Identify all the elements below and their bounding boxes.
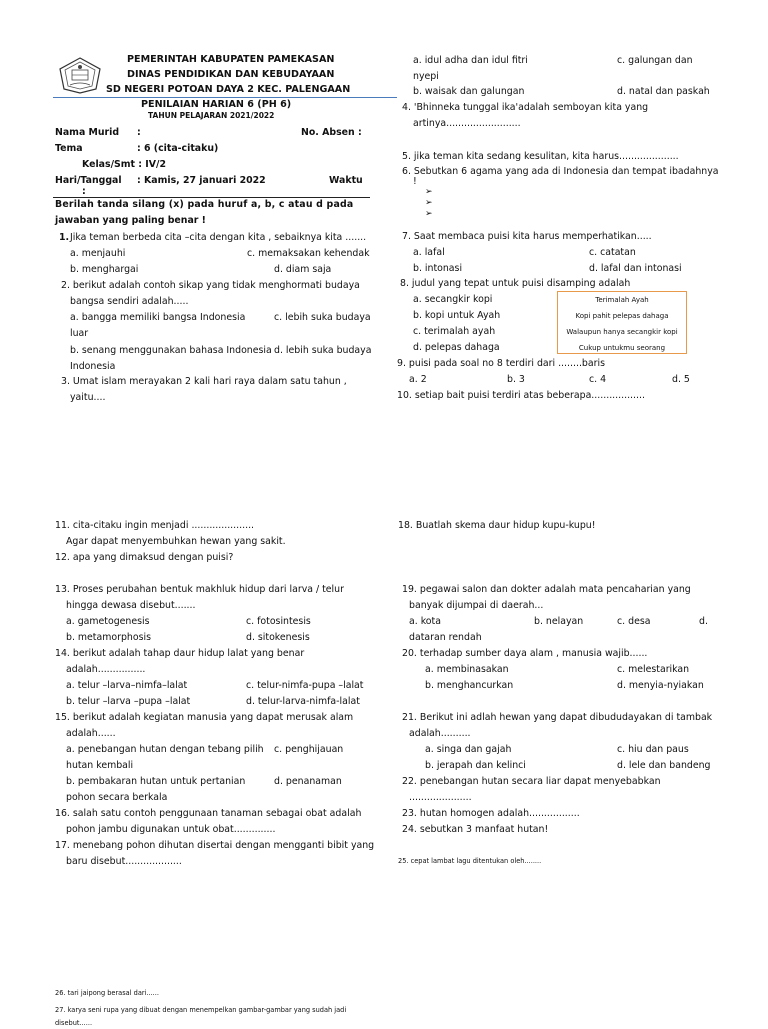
- q11-stem-2: Agar dapat menyembuhkan hewan yang sakit.: [66, 536, 286, 547]
- header-line-3: SD NEGERI POTOAN DAYA 2 KEC. PALENGAAN: [106, 84, 351, 95]
- q1-stem: Jika teman berbeda cita –cita dengan kita , sebaiknya kita .......: [70, 232, 367, 243]
- q9-stem: 9. puisi pada soal no 8 terdiri dari ........baris: [397, 358, 605, 369]
- q3-option-b[interactable]: b. waisak dan galungan: [413, 86, 525, 97]
- q27-stem-2: disebut......: [55, 1019, 93, 1027]
- q13-option-d[interactable]: d. sitokenesis: [246, 632, 310, 643]
- q17-stem-2: baru disebut...................: [66, 856, 182, 867]
- q16-stem-1: 16. salah satu contoh penggunaan tanaman sebagai obat adalah: [55, 808, 362, 819]
- q1-option-a[interactable]: a. menjauhi: [70, 248, 126, 259]
- q15-option-a-cont: hutan kembali: [66, 760, 134, 771]
- theme-value: : 6 (cita-citaku): [137, 143, 219, 154]
- class-semester: Kelas/Smt : IV/2: [82, 159, 166, 170]
- q2-option-a[interactable]: a. bangga memiliki bangsa Indonesia: [70, 312, 246, 323]
- q9-option-c[interactable]: c. 4: [589, 374, 607, 385]
- header-line-1: PEMERINTAH KABUPATEN PAMEKASAN: [127, 54, 335, 65]
- q14-stem-1: 14. berikut adalah tahap daur hidup lalat yang benar: [55, 648, 305, 659]
- student-name-label: Nama Murid: [55, 127, 120, 138]
- instruction-line-2: jawaban yang paling benar !: [55, 215, 206, 226]
- q15-option-b[interactable]: b. pembakaran hutan untuk pertanian: [66, 776, 246, 787]
- q20-option-a[interactable]: a. membinasakan: [425, 664, 509, 675]
- q14-option-c[interactable]: c. telur-nimfa-pupa –lalat: [246, 680, 364, 691]
- q3-stem-1: 3. Umat islam merayakan 2 kali hari raya dalam satu tahun ,: [61, 376, 347, 387]
- q2-stem-1: 2. berikut adalah contoh sikap yang tidak menghormati budaya: [61, 280, 360, 291]
- q15-stem-1: 15. berikut adalah kegiatan manusia yang dapat merusak alam: [55, 712, 354, 723]
- q11-stem-1: 11. cita-citaku ingin menjadi .....................: [55, 520, 255, 531]
- q6-bullet-1: ➢: [425, 187, 433, 197]
- q8-option-b[interactable]: b. kopi untuk Ayah: [413, 310, 501, 321]
- q7-stem: 7. Saat membaca puisi kita harus memperhatikan.....: [402, 231, 652, 242]
- student-name-colon: :: [137, 127, 141, 138]
- q15-option-b-cont: pohon secara berkala: [66, 792, 168, 803]
- q10-stem: 10. setiap bait puisi terdiri atas beberapa..................: [397, 390, 645, 401]
- q21-option-d[interactable]: d. lele dan bandeng: [617, 760, 711, 771]
- q4-stem-2: artinya.........................: [413, 118, 521, 129]
- q7-option-d[interactable]: d. lafal dan intonasi: [589, 263, 682, 274]
- q23-stem: 23. hutan homogen adalah.................: [402, 808, 580, 819]
- q21-stem-1: 21. Berikut ini adlah hewan yang dapat dibududayakan di tambak: [402, 712, 713, 723]
- theme-label: Tema: [55, 143, 83, 154]
- q19-option-c[interactable]: c. desa: [617, 616, 651, 627]
- q15-stem-2: adalah......: [66, 728, 116, 739]
- q22-stem-1: 22. penebangan hutan secara liar dapat menyebabkan: [402, 776, 661, 787]
- q12-stem: 12. apa yang dimaksud dengan puisi?: [55, 552, 234, 563]
- q16-stem-2: pohon jambu digunakan untuk obat..............: [66, 824, 276, 835]
- q7-option-a[interactable]: a. lafal: [413, 247, 445, 258]
- q21-option-b[interactable]: b. jerapah dan kelinci: [425, 760, 526, 771]
- school-year: TAHUN PELAJARAN 2021/2022: [148, 111, 275, 120]
- instruction-line-1: Berilah tanda silang (x) pada huruf a, b, c atau d pada: [55, 199, 354, 210]
- q2-option-d[interactable]: d. lebih suka budaya: [274, 345, 372, 356]
- q20-option-b[interactable]: b. menghancurkan: [425, 680, 514, 691]
- q21-option-c[interactable]: c. hiu dan paus: [617, 744, 689, 755]
- q26-stem: 26. tari jaipong berasal dari......: [55, 989, 159, 997]
- school-emblem-icon: [56, 55, 104, 95]
- q2-option-a-cont: luar: [70, 328, 89, 339]
- time-label: Waktu: [329, 175, 363, 186]
- q19-option-a[interactable]: a. kota: [409, 616, 441, 627]
- q13-stem-2: hingga dewasa disebut.......: [66, 600, 196, 611]
- header-line-2: DINAS PENDIDIKAN DAN KEBUDAYAAN: [127, 69, 335, 80]
- q21-stem-2: adalah..........: [409, 728, 471, 739]
- q22-stem-2: .....................: [409, 792, 472, 803]
- q1-option-c[interactable]: c. memaksakan kehendak: [247, 248, 370, 259]
- q17-stem-1: 17. menebang pohon dihutan disertai dengan mengganti bibit yang: [55, 840, 375, 851]
- q8-option-d[interactable]: d. pelepas dahaga: [413, 342, 500, 353]
- q9-option-b[interactable]: b. 3: [507, 374, 525, 385]
- poem-line-4: Cukup untukmu seorang: [578, 344, 666, 352]
- q3-stem-2: yaitu....: [70, 392, 106, 403]
- q18-stem: 18. Buatlah skema daur hidup kupu-kupu!: [398, 520, 596, 531]
- q15-option-a[interactable]: a. penebangan hutan dengan tebang pilih: [66, 744, 264, 755]
- q25-stem: 25. cepat lambat lagu ditentukan oleh........: [398, 857, 542, 865]
- exam-title: PENILAIAN HARIAN 6 (PH 6): [141, 99, 292, 110]
- q13-option-c[interactable]: c. fotosintesis: [246, 616, 311, 627]
- date-label: Hari/Tanggal: [55, 175, 122, 186]
- q1-option-b[interactable]: b. menghargai: [70, 264, 139, 275]
- q1-option-d[interactable]: d. diam saja: [274, 264, 332, 275]
- q3-option-c[interactable]: c. galungan dan: [617, 55, 693, 66]
- q4-stem-1: 4. 'Bhinneka tunggal ika'adalah semboyan kita yang: [402, 102, 649, 113]
- q24-stem: 24. sebutkan 3 manfaat hutan!: [402, 824, 549, 835]
- time-colon: :: [82, 186, 86, 197]
- q20-option-c[interactable]: c. melestarikan: [617, 664, 690, 675]
- poem-line-2: Kopi pahit pelepas dahaga: [575, 312, 669, 320]
- q14-option-d[interactable]: d. telur-larva-nimfa-lalat: [246, 696, 360, 707]
- q19-stem-1: 19. pegawai salon dan dokter adalah mata pencaharian yang: [402, 584, 691, 595]
- q19-stem-2: banyak dijumpai di daerah...: [409, 600, 544, 611]
- q8-option-a[interactable]: a. secangkir kopi: [413, 294, 493, 305]
- q1-number: 1.: [59, 232, 70, 243]
- poem-box: [557, 291, 687, 354]
- q3-option-d[interactable]: d. natal dan paskah: [617, 86, 710, 97]
- q2-option-b[interactable]: b. senang menggunakan bahasa Indonesia: [70, 345, 272, 356]
- q6-bullet-2: ➢: [425, 198, 433, 208]
- q2-option-c[interactable]: c. lebih suka budaya: [274, 312, 371, 323]
- q21-option-a[interactable]: a. singa dan gajah: [425, 744, 512, 755]
- poem-line-1: Terimalah Ayah: [595, 296, 649, 304]
- q13-option-a[interactable]: a. gametogenesis: [66, 616, 150, 627]
- header-divider: [53, 97, 397, 98]
- q6-stem-1: 6. Sebutkan 6 agama yang ada di Indonesia dan tempat ibadahnya: [402, 166, 719, 177]
- q9-option-d[interactable]: d. 5: [672, 374, 690, 385]
- date-value: : Kamis, 27 januari 2022: [137, 175, 266, 186]
- q20-option-d[interactable]: d. menyia-nyiakan: [617, 680, 704, 691]
- identity-divider: [53, 197, 370, 198]
- q6-bullet-3: ➢: [425, 209, 433, 219]
- q20-stem: 20. terhadap sumber daya alam , manusia wajib......: [402, 648, 648, 659]
- q7-option-c[interactable]: c. catatan: [589, 247, 636, 258]
- q19-option-d-cont: dataran rendah: [409, 632, 482, 643]
- q19-option-b[interactable]: b. nelayan: [534, 616, 584, 627]
- q14-stem-2: adalah................: [66, 664, 146, 675]
- q8-stem: 8. judul yang tepat untuk puisi disamping adalah: [400, 278, 631, 289]
- q19-option-d[interactable]: d.: [699, 616, 708, 627]
- q15-option-d[interactable]: d. penanaman: [274, 776, 342, 787]
- q14-option-a[interactable]: a. telur –larva–nimfa–lalat: [66, 680, 188, 691]
- q2-option-b-cont: Indonesia: [70, 361, 116, 372]
- q9-option-a[interactable]: a. 2: [409, 374, 427, 385]
- q3-option-a[interactable]: a. idul adha dan idul fitri: [413, 55, 528, 66]
- q13-stem-1: 13. Proses perubahan bentuk makhluk hidup dari larva / telur: [55, 584, 344, 595]
- q7-option-b[interactable]: b. intonasi: [413, 263, 463, 274]
- q13-option-b[interactable]: b. metamorphosis: [66, 632, 151, 643]
- poem-line-3: Walaupun hanya secangkir kopi: [566, 328, 678, 336]
- q14-option-b[interactable]: b. telur –larva –pupa –lalat: [66, 696, 191, 707]
- q27-stem-1: 27. karya seni rupa yang dibuat dengan menempelkan gambar-gambar yang sudah jadi: [55, 1006, 347, 1014]
- q2-stem-2: bangsa sendiri adalah.....: [70, 296, 189, 307]
- q6-stem-2: !: [413, 176, 417, 187]
- q5-stem: 5. jika teman kita sedang kesulitan, kita harus....................: [402, 151, 679, 162]
- q15-option-c[interactable]: c. penghijauan: [274, 744, 344, 755]
- q8-option-c[interactable]: c. terimalah ayah: [413, 326, 496, 337]
- q3-option-a-cont: nyepi: [413, 71, 439, 82]
- absence-number-label: No. Absen :: [301, 127, 362, 138]
